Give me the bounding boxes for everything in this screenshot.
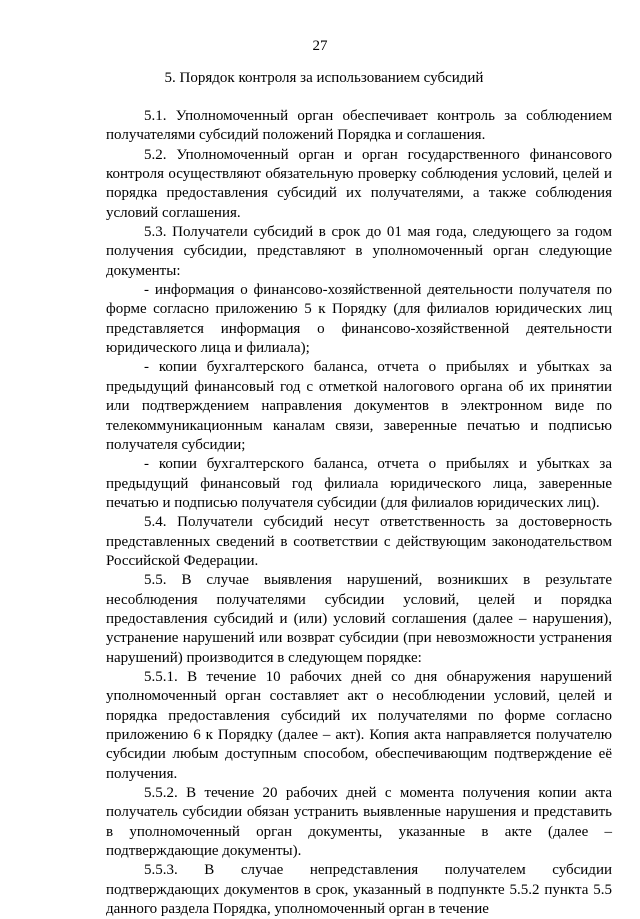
paragraph-5-2: 5.2. Уполномоченный орган и орган государственного финансового контроля осуществляют обязательную проверку соблюдения условий, целей и порядка предоставления субсидий их получателями, а также соблюдения условий соглашения. (106, 146, 612, 221)
page-number: 27 (312, 38, 328, 54)
paragraph-5-5-2: 5.5.2. В течение 20 рабочих дней с момента получения копии акта получатель субсидии обязан устранить выявленные нарушения и представить в уполномоченный орган документы, указанные в акте (далее – подтверждающие документы). (106, 785, 612, 860)
list-item-financial-info: - информация о финансово-хозяйственной деятельности получателя по форме согласно приложению 5 к Порядку (для филиалов юридических лиц представляется информация о финансово-хозяйственной деятельности юридического лица и филиала); (106, 282, 612, 357)
paragraph-5-4: 5.4. Получатели субсидий несут ответственность за достоверность представленных сведений в соответствии с действующим законодательством Российской Федерации. (106, 514, 612, 569)
paragraph-5-3: 5.3. Получатели субсидий в срок до 01 мая года, следующего за годом получения субсидии, представляют в уполномоченный орган следующие документы: (106, 224, 612, 279)
paragraph-5-1: 5.1. Уполномоченный орган обеспечивает контроль за соблюдением получателями субсидий положений Порядка и соглашения. (106, 108, 612, 144)
document-body (106, 107, 612, 919)
paragraph-5-5-3: 5.5.3. В случае непредставления получателем субсидии подтверждающих документов в срок, указанный в подпункте 5.5.2 пункта 5.5 данного раздела Порядка, уполномоченный орган в течение (106, 862, 612, 918)
section-title: 5. Порядок контроля за использованием субсидий (164, 70, 484, 86)
list-item-branch-balance-copies: - копии бухгалтерского баланса, отчета о прибылях и убытках за предыдущий финансовый год филиала юридического лица, заверенные печатью и подписью получателя субсидии (для филиалов юридических лиц). (106, 456, 612, 511)
paragraph-5-5: 5.5. В случае выявления нарушений, возникших в результате несоблюдения получателями субсидии условий, целей и порядка предоставления субсидий и (или) условий соглашения (далее – нарушения), устранение нарушений или возврат субсидии (при невозможности устранения нарушений) производится в следующем порядке: (106, 572, 612, 666)
list-item-balance-copies: - копии бухгалтерского баланса, отчета о прибылях и убытках за предыдущий финансовый год с отметкой налогового органа об их принятии или подтверждением направления документов в электронном виде по телекоммуникационным каналам связи, заверенные печатью и подписью получателя субсидии; (106, 359, 612, 453)
paragraph-5-5-1: 5.5.1. В течение 10 рабочих дней со дня обнаружения нарушений уполномоченный орган составляет акт о несоблюдении условий, целей и порядка предоставления субсидий их получателями по форме согласно приложению 6 к Порядку (далее – акт). Копия акта направляется получателю субсидии любым доступным способом, обеспечивающим подтверждение её получения. (106, 668, 612, 782)
